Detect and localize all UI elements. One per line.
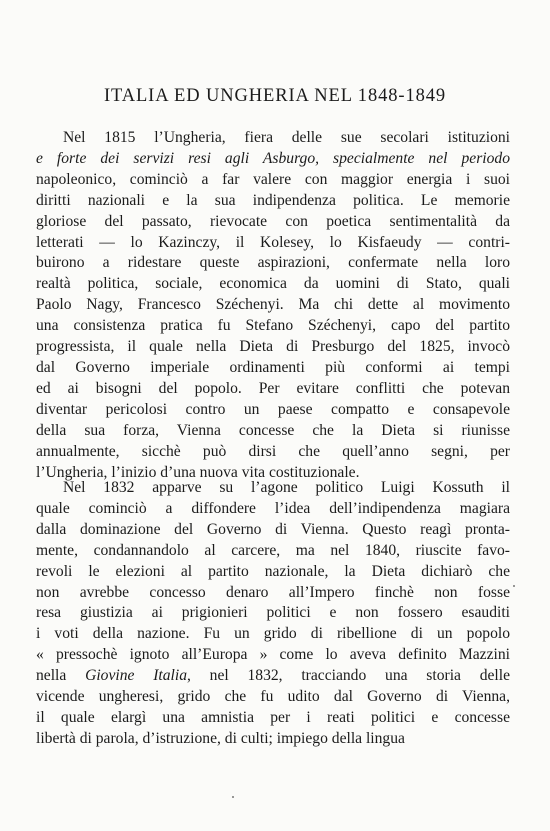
text-line <box>36 645 510 666</box>
text-run: Nel 1815 l’Ungheria, fiera delle sue secolari istituzioni <box>63 129 510 146</box>
text-run: realtà politica, sociale, economica da uomini di Stato, quali <box>36 275 510 293</box>
text-line <box>36 499 510 520</box>
print-speck <box>232 796 234 798</box>
text-run: nella <box>36 667 86 685</box>
text-line <box>36 128 510 149</box>
text-line <box>36 583 510 604</box>
italic-text: Giovine Italia <box>85 667 187 685</box>
text-line <box>36 149 510 170</box>
text-run: quale cominciò a diffondere l’idea dell’indipendenza magiara <box>36 499 510 517</box>
text-line <box>36 520 510 541</box>
italic-text: e forte dei servizi resi agli Asburgo, specialmente nel periodo <box>36 149 510 167</box>
text-run: , nel 1832, tracciando una storia delle <box>187 667 511 685</box>
text-line <box>36 274 510 295</box>
text-line <box>36 666 510 687</box>
text-run: l’Ungheria, l’inizio d’una nuova vita costituzionale. <box>36 463 360 481</box>
text-line <box>36 316 510 337</box>
text-run: Paolo Nagy, Francesco Széchenyi. Ma chi dette al movimento <box>36 296 510 314</box>
text-line <box>36 212 510 233</box>
text-line <box>36 603 510 624</box>
text-run: non avrebbe concesso denaro all’Impero finchè non fosse <box>36 583 510 601</box>
text-line <box>36 253 510 274</box>
text-run: annualmente, sicchè può dirsi che quell’anno segni, per <box>36 442 510 460</box>
text-line <box>36 400 510 421</box>
text-line <box>36 442 510 463</box>
text-line <box>36 729 510 750</box>
text-run: diventar pericolosi contro un paese compatto e consapevole <box>36 400 510 418</box>
page-title: ITALIA ED UNGHERIA NEL 1848-1849 <box>103 86 447 106</box>
text-run: della sua forza, Vienna concesse che la Dieta si riunisse <box>36 421 510 439</box>
text-line <box>36 687 510 708</box>
paragraph-2 <box>36 478 510 750</box>
text-run: gloriose del passato, rievocate con poetica sentimentalità da <box>36 212 510 230</box>
text-line <box>36 708 510 729</box>
text-run: i voti della nazione. Fu un grido di ribellione di un popolo <box>36 625 510 643</box>
text-run: libertà di parola, d’istruzione, di culti; impiego della lingua <box>36 729 405 747</box>
text-run: una consistenza pratica fu Stefano Széchenyi, capo del partito <box>36 317 510 335</box>
text-run: dal Governo imperiale ordinamenti più conformi ai tempi <box>36 358 510 376</box>
text-line <box>36 379 510 400</box>
text-line <box>36 191 510 212</box>
text-run: vicende ungheresi, grido che fu udito dal Governo di Vienna, <box>36 688 510 706</box>
text-run: dalla dominazione del Governo di Vienna. Questo reagì pronta- <box>36 520 510 538</box>
text-run: letterati — lo Kazinczy, il Kolesey, lo Kisfaeudy — contri- <box>36 233 510 251</box>
text-run: revoli le elezioni al partito nazionale, la Dieta dichiarò che <box>36 562 510 580</box>
text-line <box>36 295 510 316</box>
text-line <box>36 624 510 645</box>
text-run: progressista, il quale nella Dieta di Presburgo del 1825, invocò <box>36 338 510 356</box>
text-run: napoleonico, cominciò a far valere con maggior energia i suoi <box>36 170 510 188</box>
print-speck <box>513 585 515 587</box>
text-line <box>36 358 510 379</box>
text-run: resa giustizia ai prigionieri politici e non fossero esauditi <box>36 604 510 622</box>
text-line <box>36 233 510 254</box>
text-run: diritti nazionali e la sua indipendenza politica. Le memorie <box>36 191 510 209</box>
text-line <box>36 170 510 191</box>
text-line <box>36 337 510 358</box>
text-line <box>36 421 510 442</box>
text-line <box>36 562 510 583</box>
paragraph-1 <box>36 128 510 483</box>
text-run: Nel 1832 apparve su l’agone politico Luigi Kossuth il <box>63 479 510 496</box>
text-run: ed ai bisogni del popolo. Per evitare conflitti che potevan <box>36 379 510 397</box>
text-run: « pressochè ignoto all’Europa » come lo aveva definito Mazzini <box>36 646 510 664</box>
text-run: buirono a ridestare queste aspirazioni, confermate nella loro <box>36 254 510 272</box>
text-run: il quale elargì una amnistia per i reati politici e concesse <box>36 708 510 726</box>
text-run: mente, condannandolo al carcere, ma nel 1840, riuscite favo- <box>36 541 510 559</box>
text-line <box>36 541 510 562</box>
text-line <box>36 478 510 499</box>
